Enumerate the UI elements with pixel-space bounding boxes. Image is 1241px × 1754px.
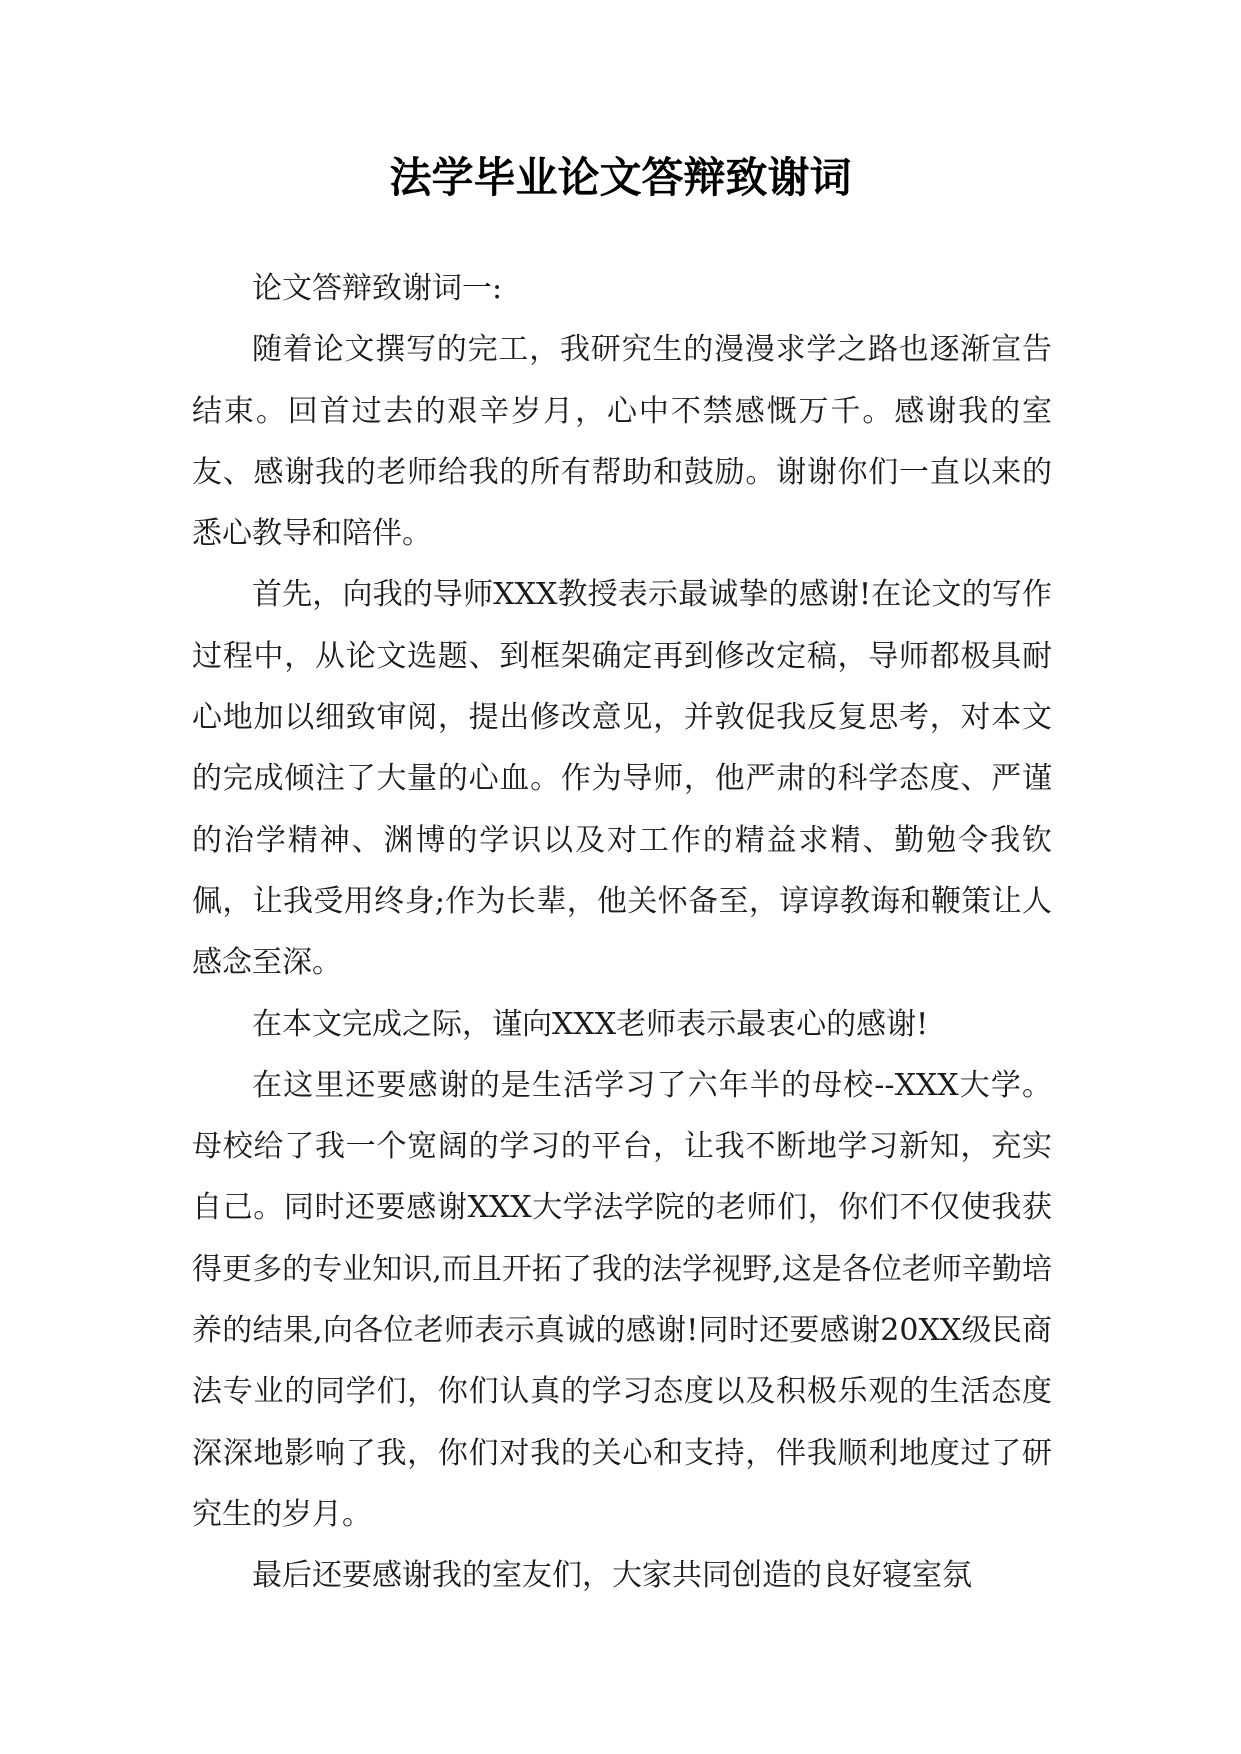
paragraph-heading: 论文答辩致谢词一: (252, 271, 503, 306)
paragraph: 在这里还要感谢的是生活学习了六年半的母校--XXX大学。母校给了我一个宽阔的学习的平台，让我不断地学习新知，充实自己。同时还要感谢XXX大学法学院的老师们，你们不仅使我获得更多的专业知识,而且开拓了我的法学视野,这是各位老师辛勤培养的结果,向各位老师表示真诚的感谢!同时还要感谢20XX级民商法专业的同学们，你们认真的学习态度以及积极乐观的生活态度深深地影响了我，你们对我的关心和支持，伴我顺利地度过了研究生的岁月。 (192, 1067, 1052, 1532)
document-body (192, 258, 1052, 1607)
paragraph: 随着论文撰写的完工，我研究生的漫漫求学之路也逐渐宣告结束。回首过去的艰辛岁月，心中不禁感慨万千。感谢我的室友、感谢我的老师给我的所有帮助和鼓励。谢谢你们一直以来的悉心教导和陪伴。 (192, 332, 1052, 552)
paragraph: 最后还要感谢我的室友们，大家共同创造的良好寝室氛 (252, 1558, 972, 1594)
document-title: 法学毕业论文答辩致谢词 (389, 153, 852, 202)
paragraph: 首先，向我的导师XXX教授表示最诚挚的感谢!在论文的写作过程中，从论文选题、到框架确定再到修改定稿，导师都极具耐心地加以细致审阅，提出修改意见，并敦促我反复思考，对本文的完成倾注了大量的心血。作为导师，他严肃的科学态度、严谨的治学精神、渊博的学识以及对工作的精益求精、勤勉令我钦佩，让我受用终身;作为长辈，他关怀备至，谆谆教诲和鞭策让人感念至深。 (192, 577, 1052, 981)
paragraph: 在本文完成之际，谨向XXX老师表示最衷心的感谢! (252, 1006, 929, 1042)
